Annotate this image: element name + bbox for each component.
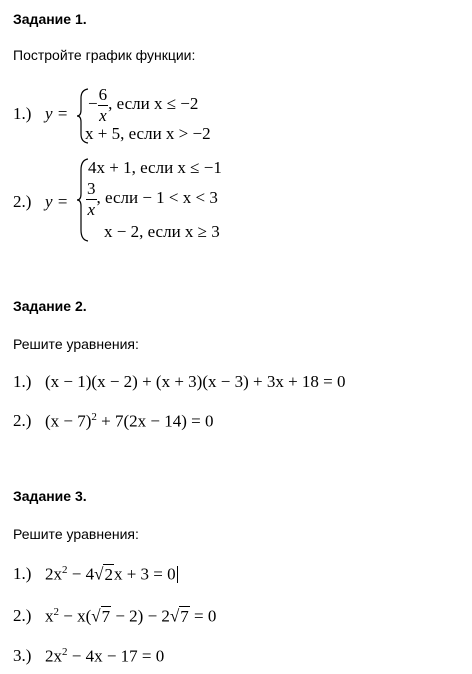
fraction-numerator: 6 bbox=[98, 85, 108, 104]
fraction-numerator: 3 bbox=[87, 179, 96, 198]
task2-eq2-part-a: (x − 7) bbox=[45, 411, 92, 431]
task2-eq1-number: 1.) bbox=[13, 372, 32, 391]
task3-eq1-part-c: x + 3 = 0 bbox=[113, 564, 176, 584]
task3-eq2 bbox=[45, 606, 216, 627]
task3-eq3-exponent: 2 bbox=[62, 646, 68, 658]
task3-eq3-part-a: 2x bbox=[45, 646, 62, 666]
task2-eq2 bbox=[45, 411, 214, 432]
task2-instruction: Решите уравнения: bbox=[13, 336, 139, 352]
task2-eq2-number: 2.) bbox=[13, 411, 32, 430]
task2-eq2-exponent: 2 bbox=[91, 411, 97, 423]
task1-item1-number: 1.) bbox=[13, 104, 32, 123]
task3-eq2-part-a: x bbox=[45, 606, 54, 626]
task3-title: Задание 3. bbox=[13, 488, 87, 504]
fraction-denominator: x bbox=[99, 106, 107, 125]
task3-eq2-radicand-1: 7 bbox=[101, 606, 111, 626]
task1-item2-case2-fraction bbox=[86, 180, 97, 218]
task3-eq2-number: 2.) bbox=[13, 606, 32, 625]
task1-item1-case2: x + 5, если x > −2 bbox=[85, 124, 211, 143]
sqrt-sign-icon: √ bbox=[91, 606, 101, 626]
task3-eq2-part-d: = 0 bbox=[189, 606, 217, 626]
task1-item1-case1-sign: − bbox=[88, 93, 98, 113]
task1-item1-case1-condition: , если x ≤ −2 bbox=[108, 93, 199, 113]
task3-eq2-exponent: 2 bbox=[53, 606, 59, 618]
task1-item1-case1-fraction bbox=[98, 86, 109, 124]
task3-eq3-number: 3.) bbox=[13, 646, 32, 665]
task3-eq1-number: 1.) bbox=[13, 564, 32, 583]
task1-item1-lhs: y = bbox=[45, 104, 69, 123]
task2-eq1: (x − 1)(x − 2) + (x + 3)(x − 3) + 3x + 18 = 0 bbox=[45, 372, 346, 391]
task1-title: Задание 1. bbox=[13, 11, 87, 27]
sqrt-sign-icon: √ bbox=[94, 564, 104, 584]
task3-eq3 bbox=[45, 646, 164, 667]
task2-title: Задание 2. bbox=[13, 298, 87, 314]
task1-item1-case1 bbox=[88, 86, 198, 124]
task3-eq1-part-b: − 4 bbox=[67, 564, 95, 584]
task3-eq2-radicand-2: 7 bbox=[180, 606, 189, 626]
text-cursor-icon bbox=[177, 566, 178, 583]
task3-eq2-part-c: − 2) − 2 bbox=[111, 606, 170, 626]
task3-eq1-part-a: 2x bbox=[45, 564, 62, 584]
task3-instruction: Решите уравнения: bbox=[13, 526, 139, 542]
task3-eq2-part-b: − x( bbox=[59, 606, 92, 626]
task1-item2-case2 bbox=[86, 180, 218, 218]
sqrt-sign-icon: √ bbox=[169, 606, 180, 626]
task1-item2-case1: 4x + 1, если x ≤ −1 bbox=[88, 158, 222, 177]
fraction-denominator: x bbox=[87, 200, 96, 219]
task3-eq1-radicand: 2 bbox=[104, 564, 113, 584]
task1-item2-number: 2.) bbox=[13, 192, 32, 211]
task3-eq1-exponent: 2 bbox=[62, 564, 68, 576]
task3-eq1[interactable] bbox=[45, 564, 178, 585]
task3-eq3-part-b: − 4x − 17 = 0 bbox=[67, 646, 165, 666]
task1-instruction: Постройте график функции: bbox=[13, 47, 196, 63]
task2-eq2-part-b: + 7(2x − 14) = 0 bbox=[96, 411, 214, 431]
task1-item2-lhs: y = bbox=[45, 192, 69, 211]
task1-item2-case2-condition: , если − 1 < x < 3 bbox=[96, 187, 218, 207]
task1-item2-case3: x − 2, если x ≥ 3 bbox=[104, 222, 220, 241]
